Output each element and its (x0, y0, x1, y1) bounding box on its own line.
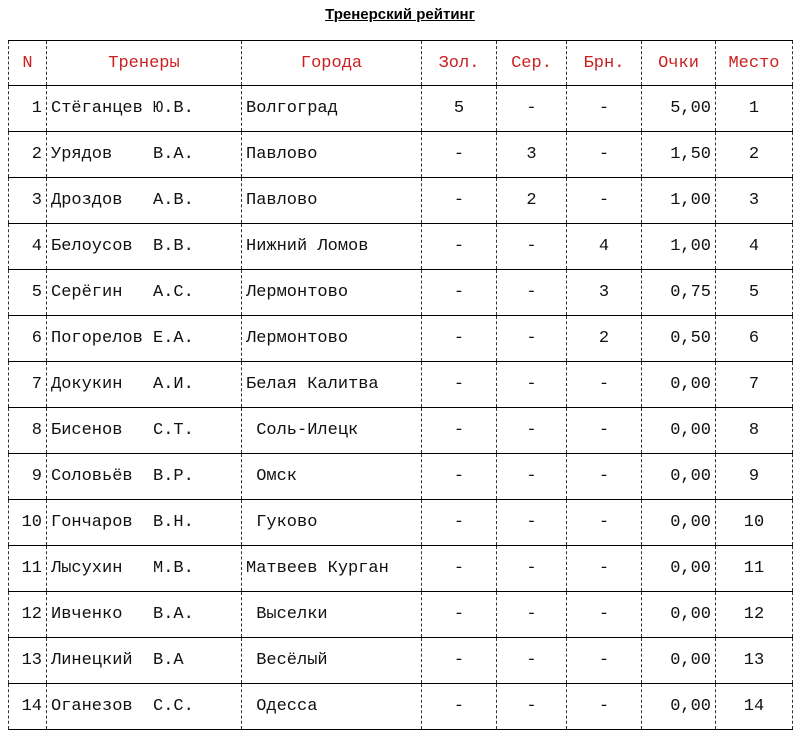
gold-count: - (422, 500, 497, 546)
table-row (9, 592, 793, 638)
place-value: 2 (716, 132, 793, 178)
points-value: 0,00 (642, 592, 716, 638)
table-row (9, 362, 793, 408)
place-value: 14 (716, 684, 793, 730)
table-row (9, 408, 793, 454)
gold-count: - (422, 132, 497, 178)
place-value: 12 (716, 592, 793, 638)
points-value: 0,00 (642, 454, 716, 500)
gold-count: - (422, 316, 497, 362)
place-value: 11 (716, 546, 793, 592)
city-name: Омск (242, 454, 422, 500)
gold-count: - (422, 454, 497, 500)
city-name: Павлово (242, 178, 422, 224)
row-number: 11 (9, 546, 47, 592)
gold-count: - (422, 592, 497, 638)
coach-name: Погорелов Е.А. (47, 316, 242, 362)
bronze-count: - (567, 178, 642, 224)
city-name: Матвеев Курган (242, 546, 422, 592)
row-number: 6 (9, 316, 47, 362)
silver-count: 3 (497, 132, 567, 178)
bronze-count: 2 (567, 316, 642, 362)
city-name: Нижний Ломов (242, 224, 422, 270)
coach-name: Стёганцев Ю.В. (47, 86, 242, 132)
header-gold: Зол. (422, 41, 497, 86)
table-row (9, 316, 793, 362)
place-value: 9 (716, 454, 793, 500)
table-row (9, 638, 793, 684)
table-row (9, 132, 793, 178)
points-value: 0,75 (642, 270, 716, 316)
silver-count: - (497, 592, 567, 638)
coach-name: Ивченко В.А. (47, 592, 242, 638)
gold-count: - (422, 546, 497, 592)
place-value: 4 (716, 224, 793, 270)
bronze-count: - (567, 454, 642, 500)
city-name: Весёлый (242, 638, 422, 684)
bronze-count: - (567, 546, 642, 592)
bronze-count: - (567, 408, 642, 454)
coach-name: Докукин А.И. (47, 362, 242, 408)
row-number: 4 (9, 224, 47, 270)
header-silver: Сер. (497, 41, 567, 86)
coach-name: Лысухин М.В. (47, 546, 242, 592)
coach-name: Серёгин А.С. (47, 270, 242, 316)
place-value: 7 (716, 362, 793, 408)
points-value: 1,50 (642, 132, 716, 178)
bronze-count: - (567, 592, 642, 638)
row-number: 3 (9, 178, 47, 224)
bronze-count: - (567, 638, 642, 684)
city-name: Лермонтово (242, 270, 422, 316)
points-value: 0,00 (642, 500, 716, 546)
silver-count: - (497, 684, 567, 730)
coach-name: Гончаров В.Н. (47, 500, 242, 546)
points-value: 5,00 (642, 86, 716, 132)
coach-name: Урядов В.А. (47, 132, 242, 178)
table-row (9, 270, 793, 316)
gold-count: 5 (422, 86, 497, 132)
header-cities: Города (242, 41, 422, 86)
points-value: 1,00 (642, 224, 716, 270)
gold-count: - (422, 408, 497, 454)
silver-count: - (497, 224, 567, 270)
gold-count: - (422, 684, 497, 730)
silver-count: - (497, 638, 567, 684)
table-row (9, 546, 793, 592)
coach-name: Белоусов В.В. (47, 224, 242, 270)
table-row (9, 224, 793, 270)
bronze-count: - (567, 684, 642, 730)
bronze-count: - (567, 362, 642, 408)
place-value: 6 (716, 316, 793, 362)
header-number: N (9, 41, 47, 86)
points-value: 1,00 (642, 178, 716, 224)
row-number: 14 (9, 684, 47, 730)
place-value: 1 (716, 86, 793, 132)
silver-count: - (497, 86, 567, 132)
silver-count: - (497, 316, 567, 362)
bronze-count: - (567, 86, 642, 132)
coach-name: Оганезов С.С. (47, 684, 242, 730)
row-number: 12 (9, 592, 47, 638)
page-title: Тренерский рейтинг (325, 6, 475, 23)
row-number: 9 (9, 454, 47, 500)
table-row (9, 684, 793, 730)
bronze-count: - (567, 500, 642, 546)
coach-name: Дроздов А.В. (47, 178, 242, 224)
points-value: 0,00 (642, 546, 716, 592)
city-name: Лермонтово (242, 316, 422, 362)
bronze-count: - (567, 132, 642, 178)
table-row (9, 86, 793, 132)
coach-name: Линецкий В.А (47, 638, 242, 684)
coach-name: Соловьёв В.Р. (47, 454, 242, 500)
city-name: Одесса (242, 684, 422, 730)
city-name: Белая Калитва (242, 362, 422, 408)
header-bronze: Брн. (567, 41, 642, 86)
place-value: 10 (716, 500, 793, 546)
table-row (9, 454, 793, 500)
points-value: 0,00 (642, 408, 716, 454)
coach-rating-table (8, 40, 793, 730)
points-value: 0,50 (642, 316, 716, 362)
row-number: 7 (9, 362, 47, 408)
place-value: 8 (716, 408, 793, 454)
city-name: Соль-Илецк (242, 408, 422, 454)
bronze-count: 3 (567, 270, 642, 316)
bronze-count: 4 (567, 224, 642, 270)
silver-count: - (497, 454, 567, 500)
silver-count: - (497, 362, 567, 408)
table-row (9, 500, 793, 546)
header-coaches: Тренеры (47, 41, 242, 86)
row-number: 1 (9, 86, 47, 132)
points-value: 0,00 (642, 638, 716, 684)
silver-count: 2 (497, 178, 567, 224)
place-value: 13 (716, 638, 793, 684)
row-number: 13 (9, 638, 47, 684)
coach-name: Бисенов С.Т. (47, 408, 242, 454)
gold-count: - (422, 224, 497, 270)
header-row (9, 41, 793, 86)
table-row (9, 178, 793, 224)
row-number: 5 (9, 270, 47, 316)
gold-count: - (422, 178, 497, 224)
city-name: Волгоград (242, 86, 422, 132)
row-number: 2 (9, 132, 47, 178)
silver-count: - (497, 500, 567, 546)
gold-count: - (422, 270, 497, 316)
points-value: 0,00 (642, 362, 716, 408)
silver-count: - (497, 408, 567, 454)
header-points: Очки (642, 41, 716, 86)
city-name: Гуково (242, 500, 422, 546)
gold-count: - (422, 362, 497, 408)
silver-count: - (497, 270, 567, 316)
gold-count: - (422, 638, 497, 684)
city-name: Павлово (242, 132, 422, 178)
header-place: Место (716, 41, 793, 86)
place-value: 5 (716, 270, 793, 316)
city-name: Выселки (242, 592, 422, 638)
row-number: 10 (9, 500, 47, 546)
row-number: 8 (9, 408, 47, 454)
place-value: 3 (716, 178, 793, 224)
silver-count: - (497, 546, 567, 592)
points-value: 0,00 (642, 684, 716, 730)
